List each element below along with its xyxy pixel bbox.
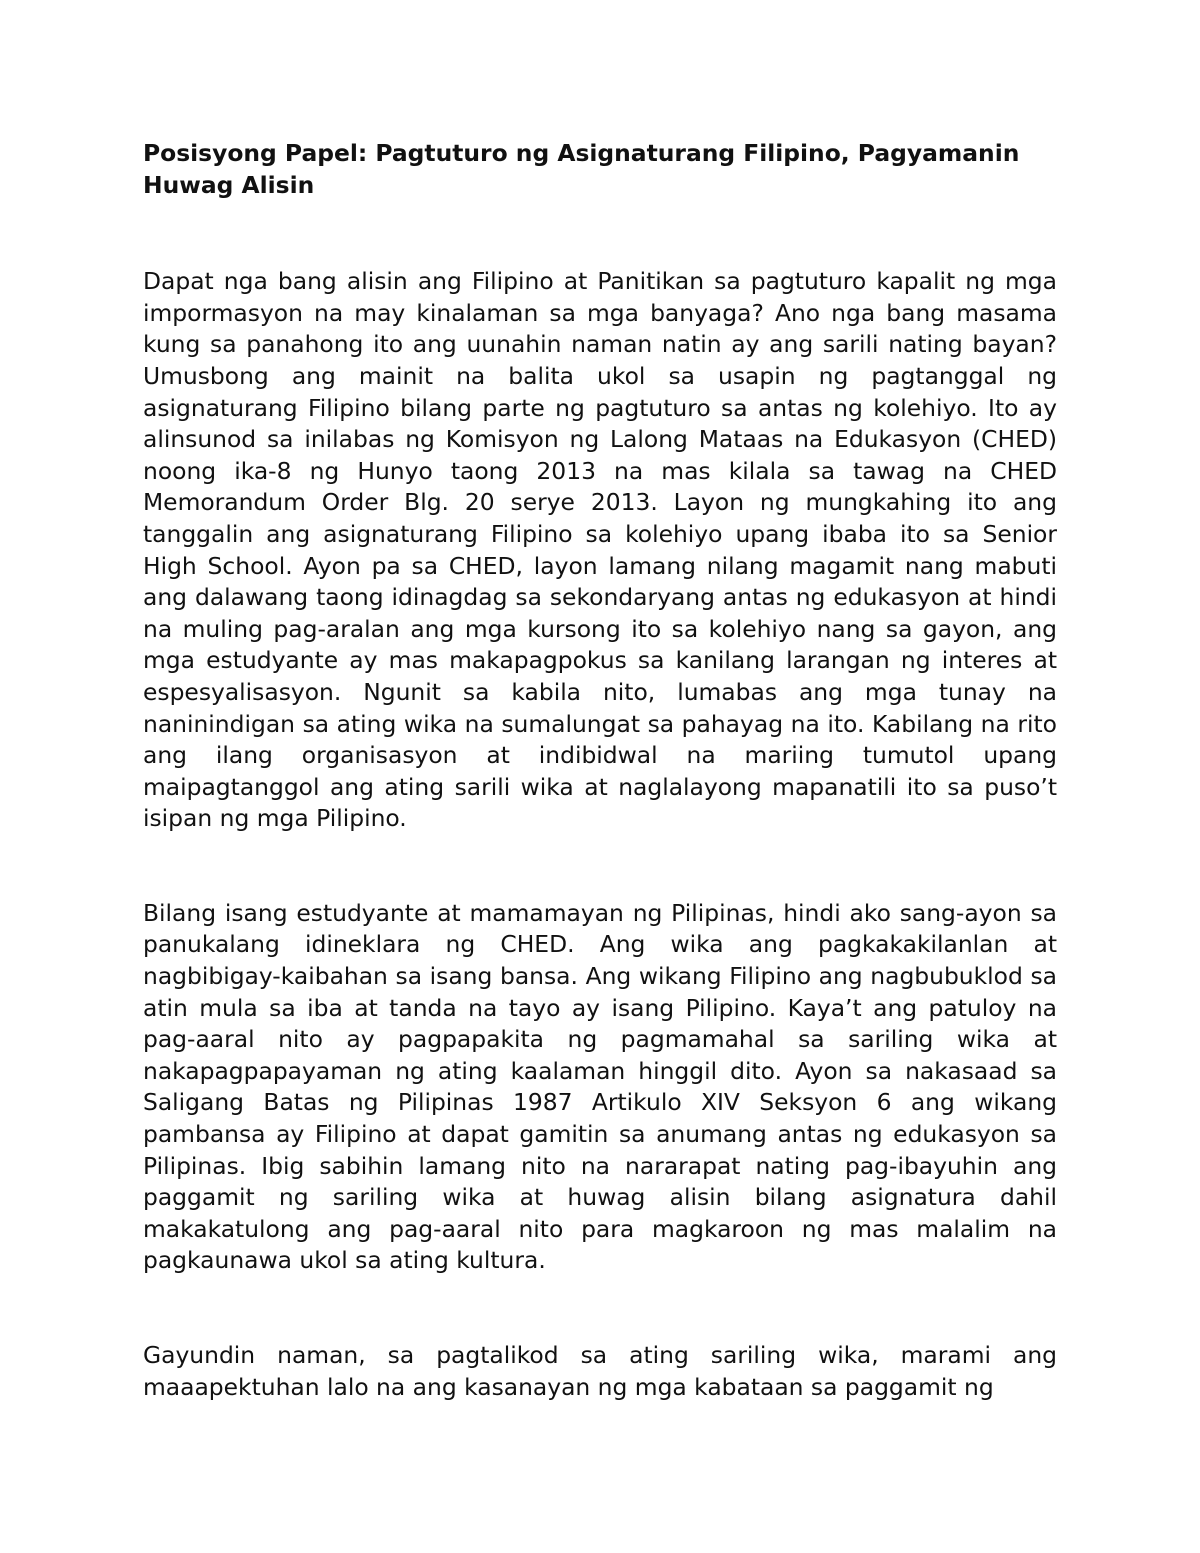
paragraph-3: Gayundin naman, sa pagtalikod sa ating sariling wika, marami ang maaapektuhan lalo na ang kasanayan ng mga kabataan sa paggamit ng (143, 1341, 1057, 1401)
paragraph-2: Bilang isang estudyante at mamamayan ng Pilipinas, hindi ako sang-ayon sa panukalang idineklara ng CHED. Ang wika ang pagkakakilanlan at nagbibigay-kaibahan sa isang bansa. Ang wikang Filipino ang nagbubuklod sa atin mula sa iba at tanda na tayo ay isang Pilipino. Kaya’t ang patuloy na pag-aaral nito ay pagpapakita ng pagmamahal sa sariling wika at nakapagpapayaman ng ating kaalaman hinggil dito. Ayon sa nakasaad sa Saligang Batas ng Pilipinas 1987 Artikulo XIV Seksyon 6 ang wikang pambansa ay Filipino at dapat gamitin sa anumang antas ng edukasyon sa Pilipinas. Ibig sabihin lamang nito na nararapat nating pag-ibayuhin ang paggamit ng sariling wika at huwag alisin bilang asignatura dahil makakatulong ang pag-aaral nito para magkaroon ng mas malalim na pagkaunawa ukol sa ating kultura. (143, 898, 1057, 1275)
document-body (143, 138, 1057, 1403)
document-title: Posisyong Papel: Pagtuturo ng Asignaturang Filipino, Pagyamanin Huwag Alisin (143, 139, 1020, 199)
paragraph-1: Dapat nga bang alisin ang Filipino at Panitikan sa pagtuturo kapalit ng mga impormasyon na may kinalaman sa mga banyaga? Ano nga bang masama kung sa panahong ito ang uunahin naman natin ay ang sarili nating bayan? Umusbong ang mainit na balita ukol sa usapin ng pagtanggal ng asignaturang Filipino bilang parte ng pagtuturo sa antas ng kolehiyo. Ito ay alinsunod sa inilabas ng Komisyon ng Lalong Mataas na Edukasyon (CHED) noong ika-8 ng Hunyo taong 2013 na mas kilala sa tawag na CHED Memorandum Order Blg. 20 serye 2013. Layon ng mungkahing ito ang tanggalin ang asignaturang Filipino sa kolehiyo upang ibaba ito sa Senior High School. Ayon pa sa CHED, layon lamang nilang magamit nang mabuti ang dalawang taong idinagdag sa sekondaryang antas ng edukasyon at hindi na muling pag-aralan ang mga kursong ito sa kolehiyo nang sa gayon, ang mga estudyante ay mas makapagpokus sa kanilang larangan ng interes at espesyalisasyon. Ngunit sa kabila nito, lumabas ang mga tunay na naninindigan sa ating wika na sumalungat sa pahayag na ito. Kabilang na rito ang ilang organisasyon at indibidwal na mariing tumutol upang maipagtanggol ang ating sarili wika at naglalayong mapanatili ito sa puso’t isipan ng mga Pilipino. (143, 267, 1057, 833)
